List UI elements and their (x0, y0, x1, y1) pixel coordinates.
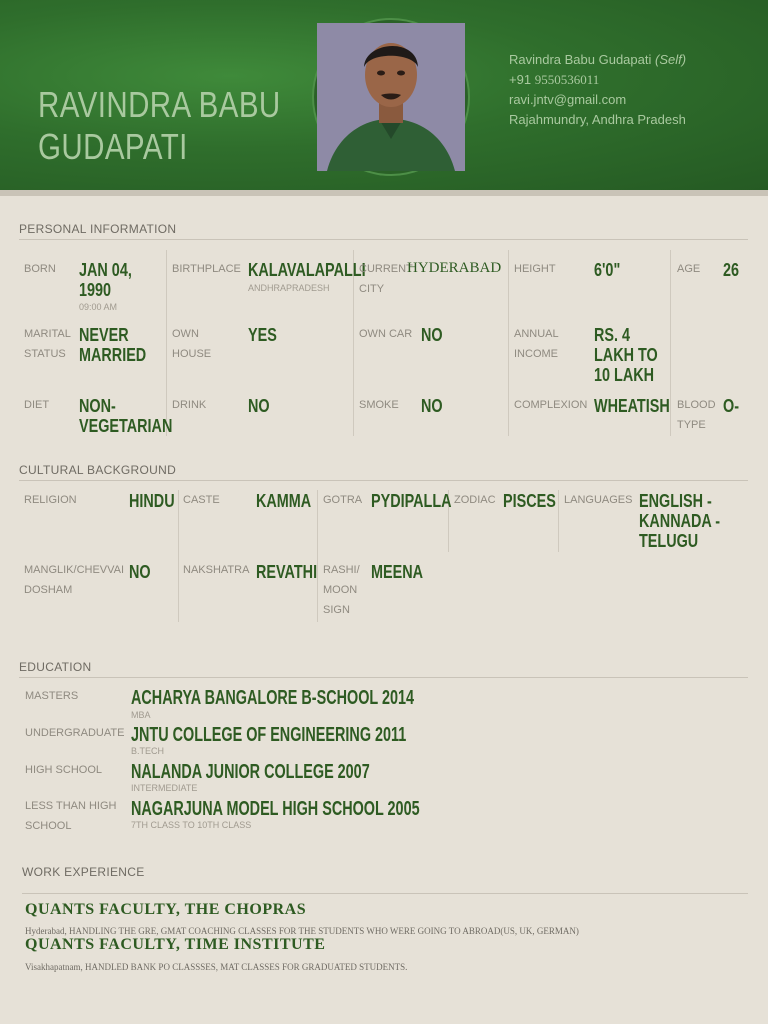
birthplace-label: BIRTHPLACE (172, 263, 241, 275)
languages-value (639, 491, 720, 551)
education-institution: JNTU COLLEGE OF ENGINEERING 2011 (131, 724, 407, 746)
height-value: 6'0" (594, 260, 621, 280)
section-title-work: WORK EXPERIENCE (22, 865, 145, 879)
drink-value: NO (248, 396, 270, 416)
nakshatra-label: NAKSHATRA (183, 564, 250, 576)
nakshatra-value: REVATHI (256, 562, 318, 582)
section-rule (22, 893, 748, 894)
birthplace-state: ANDHRAPRADESH (248, 283, 330, 293)
profile-name (38, 84, 281, 168)
manglik-label-line1: MANGLIK/CHEVVAI (24, 564, 125, 576)
born-date: JAN 04, (79, 260, 132, 280)
education-level: HIGH SCHOOL (25, 764, 103, 776)
work-title: QUANTS FACULTY, THE CHOPRAS (25, 901, 307, 918)
marital-status-value (79, 325, 146, 365)
age-value: 26 (723, 260, 740, 280)
section-title-education: EDUCATION (19, 660, 92, 674)
work-title: QUANTS FACULTY, TIME INSTITUTE (25, 936, 326, 953)
profile-photo (314, 20, 468, 174)
column-divider (508, 250, 509, 436)
income-value-line2: LAKH TO (594, 345, 658, 365)
education-institution: ACHARYA BANGALORE B-SCHOOL 2014 (131, 687, 414, 709)
diet-label: DIET (24, 399, 50, 411)
column-divider (558, 490, 559, 552)
manglik-label-line2: DOSHAM (24, 584, 73, 596)
income-label-line2: INCOME (514, 348, 558, 360)
phone-number[interactable]: 9550536011 (534, 72, 600, 87)
manglik-label (24, 560, 124, 600)
blood-type-value: O- (723, 396, 739, 416)
diet-value-line1: NON- (79, 396, 116, 416)
section-rule (19, 480, 748, 481)
blood-label-line1: BLOOD (677, 399, 716, 411)
education-degree: 7TH CLASS TO 10TH CLASS (131, 820, 252, 830)
marital-status-label (24, 324, 71, 364)
gotra-label: GOTRA (323, 494, 363, 506)
education-level: UNDERGRADUATE (25, 727, 125, 739)
diet-value (79, 396, 172, 436)
current-city-value: HYDERABAD (407, 260, 502, 276)
section-rule (19, 239, 748, 240)
phone-prefix: +91 (509, 72, 532, 87)
marital-label-line2: STATUS (24, 348, 66, 360)
rashi-label-line1: RASHI/ (323, 564, 360, 576)
contact-name: Ravindra Babu Gudapati (509, 52, 652, 67)
work-description: Visakhapatnam, HANDLED BANK PO CLASSSES, MAT CLASSES FOR GRADUATED STUDENTS. (25, 962, 408, 972)
education-institution: NALANDA JUNIOR COLLEGE 2007 (131, 761, 370, 783)
rashi-label-line2: MOON (323, 584, 358, 596)
education-level-line2: SCHOOL (25, 820, 72, 832)
religion-value: HINDU (129, 491, 175, 511)
current-city-label-2: CITY (359, 283, 385, 295)
work-description: Hyderabad, HANDLING THE GRE, GMAT COACHING CLASSES FOR THE STUDENTS WHO WERE GOING TO ABROAD(US, UK, GERMAN) (25, 926, 579, 936)
header-divider (0, 190, 768, 196)
section-rule (19, 677, 748, 678)
contact-email[interactable]: ravi.jntv@gmail.com (509, 92, 627, 107)
own-house-label (172, 324, 211, 364)
marital-value-line1: NEVER (79, 325, 129, 345)
education-level: MASTERS (25, 690, 79, 702)
contact-relation: (Self) (655, 52, 687, 67)
manglik-value: NO (129, 562, 151, 582)
education-level (25, 796, 117, 836)
section-title-cultural: CULTURAL BACKGROUND (19, 463, 177, 477)
rashi-label (323, 560, 360, 620)
age-label: AGE (677, 263, 701, 275)
own-car-label: OWN CAR (359, 328, 413, 340)
contact-name-row (509, 50, 686, 70)
rashi-value: MEENA (371, 562, 424, 582)
own-house-label-line2: HOUSE (172, 348, 212, 360)
caste-value: KAMMA (256, 491, 312, 511)
diet-value-line2: VEGETARIAN (79, 416, 173, 436)
annual-income-label (514, 324, 559, 364)
education-level-line1: LESS THAN HIGH (25, 800, 117, 812)
education-degree: MBA (131, 710, 151, 720)
language-item: KANNADA - (639, 511, 721, 531)
person-portrait-icon (317, 23, 465, 171)
height-label: HEIGHT (514, 263, 556, 275)
born-year: 1990 (79, 280, 112, 300)
column-divider (178, 490, 179, 622)
born-time: 09:00 AM (79, 302, 118, 312)
education-degree: INTERMEDIATE (131, 783, 198, 793)
complexion-label: COMPLEXION (514, 399, 588, 411)
profile-name-line1: RAVINDRA BABU (38, 84, 281, 125)
income-label-line1: ANNUAL (514, 328, 559, 340)
birthplace-value: KALAVALAPALLI (248, 260, 366, 280)
smoke-value: NO (421, 396, 443, 416)
income-value-line3: 10 LAKH (594, 365, 655, 385)
blood-type-label (677, 395, 716, 435)
smoke-label: SMOKE (359, 399, 399, 411)
annual-income-value (594, 325, 658, 385)
zodiac-label: ZODIAC (454, 494, 496, 506)
contact-location: Rajahmundry, Andhra Pradesh (509, 112, 686, 127)
language-item: ENGLISH - (639, 491, 712, 511)
contact-block (509, 50, 686, 130)
column-divider (317, 490, 318, 622)
caste-label: CASTE (183, 494, 220, 506)
drink-label: DRINK (172, 399, 207, 411)
gotra-value: PYDIPALLA (371, 491, 452, 511)
language-item: TELUGU (639, 531, 699, 551)
blood-label-line2: TYPE (677, 419, 706, 431)
education-institution: NAGARJUNA MODEL HIGH SCHOOL 2005 (131, 798, 420, 820)
contact-phone-row (509, 70, 686, 90)
zodiac-value: PISCES (503, 491, 556, 511)
column-divider (670, 250, 671, 436)
current-city-label-1: CURRENT (359, 263, 413, 275)
profile-name-line2: GUDAPATI (38, 126, 188, 167)
marital-value-line2: MARRIED (79, 345, 147, 365)
own-car-value: NO (421, 325, 443, 345)
own-house-value: YES (248, 325, 277, 345)
complexion-value: WHEATISH (594, 396, 670, 416)
education-degree: B.TECH (131, 746, 165, 756)
religion-label: RELIGION (24, 494, 77, 506)
born-label: BORN (24, 263, 56, 275)
marital-label-line1: MARITAL (24, 328, 71, 340)
section-title-personal: PERSONAL INFORMATION (19, 222, 177, 236)
rashi-label-line3: SIGN (323, 604, 350, 616)
income-value-line1: RS. 4 (594, 325, 631, 345)
languages-label: LANGUAGES (564, 494, 633, 506)
own-house-label-line1: OWN (172, 328, 199, 340)
born-value (79, 260, 132, 300)
